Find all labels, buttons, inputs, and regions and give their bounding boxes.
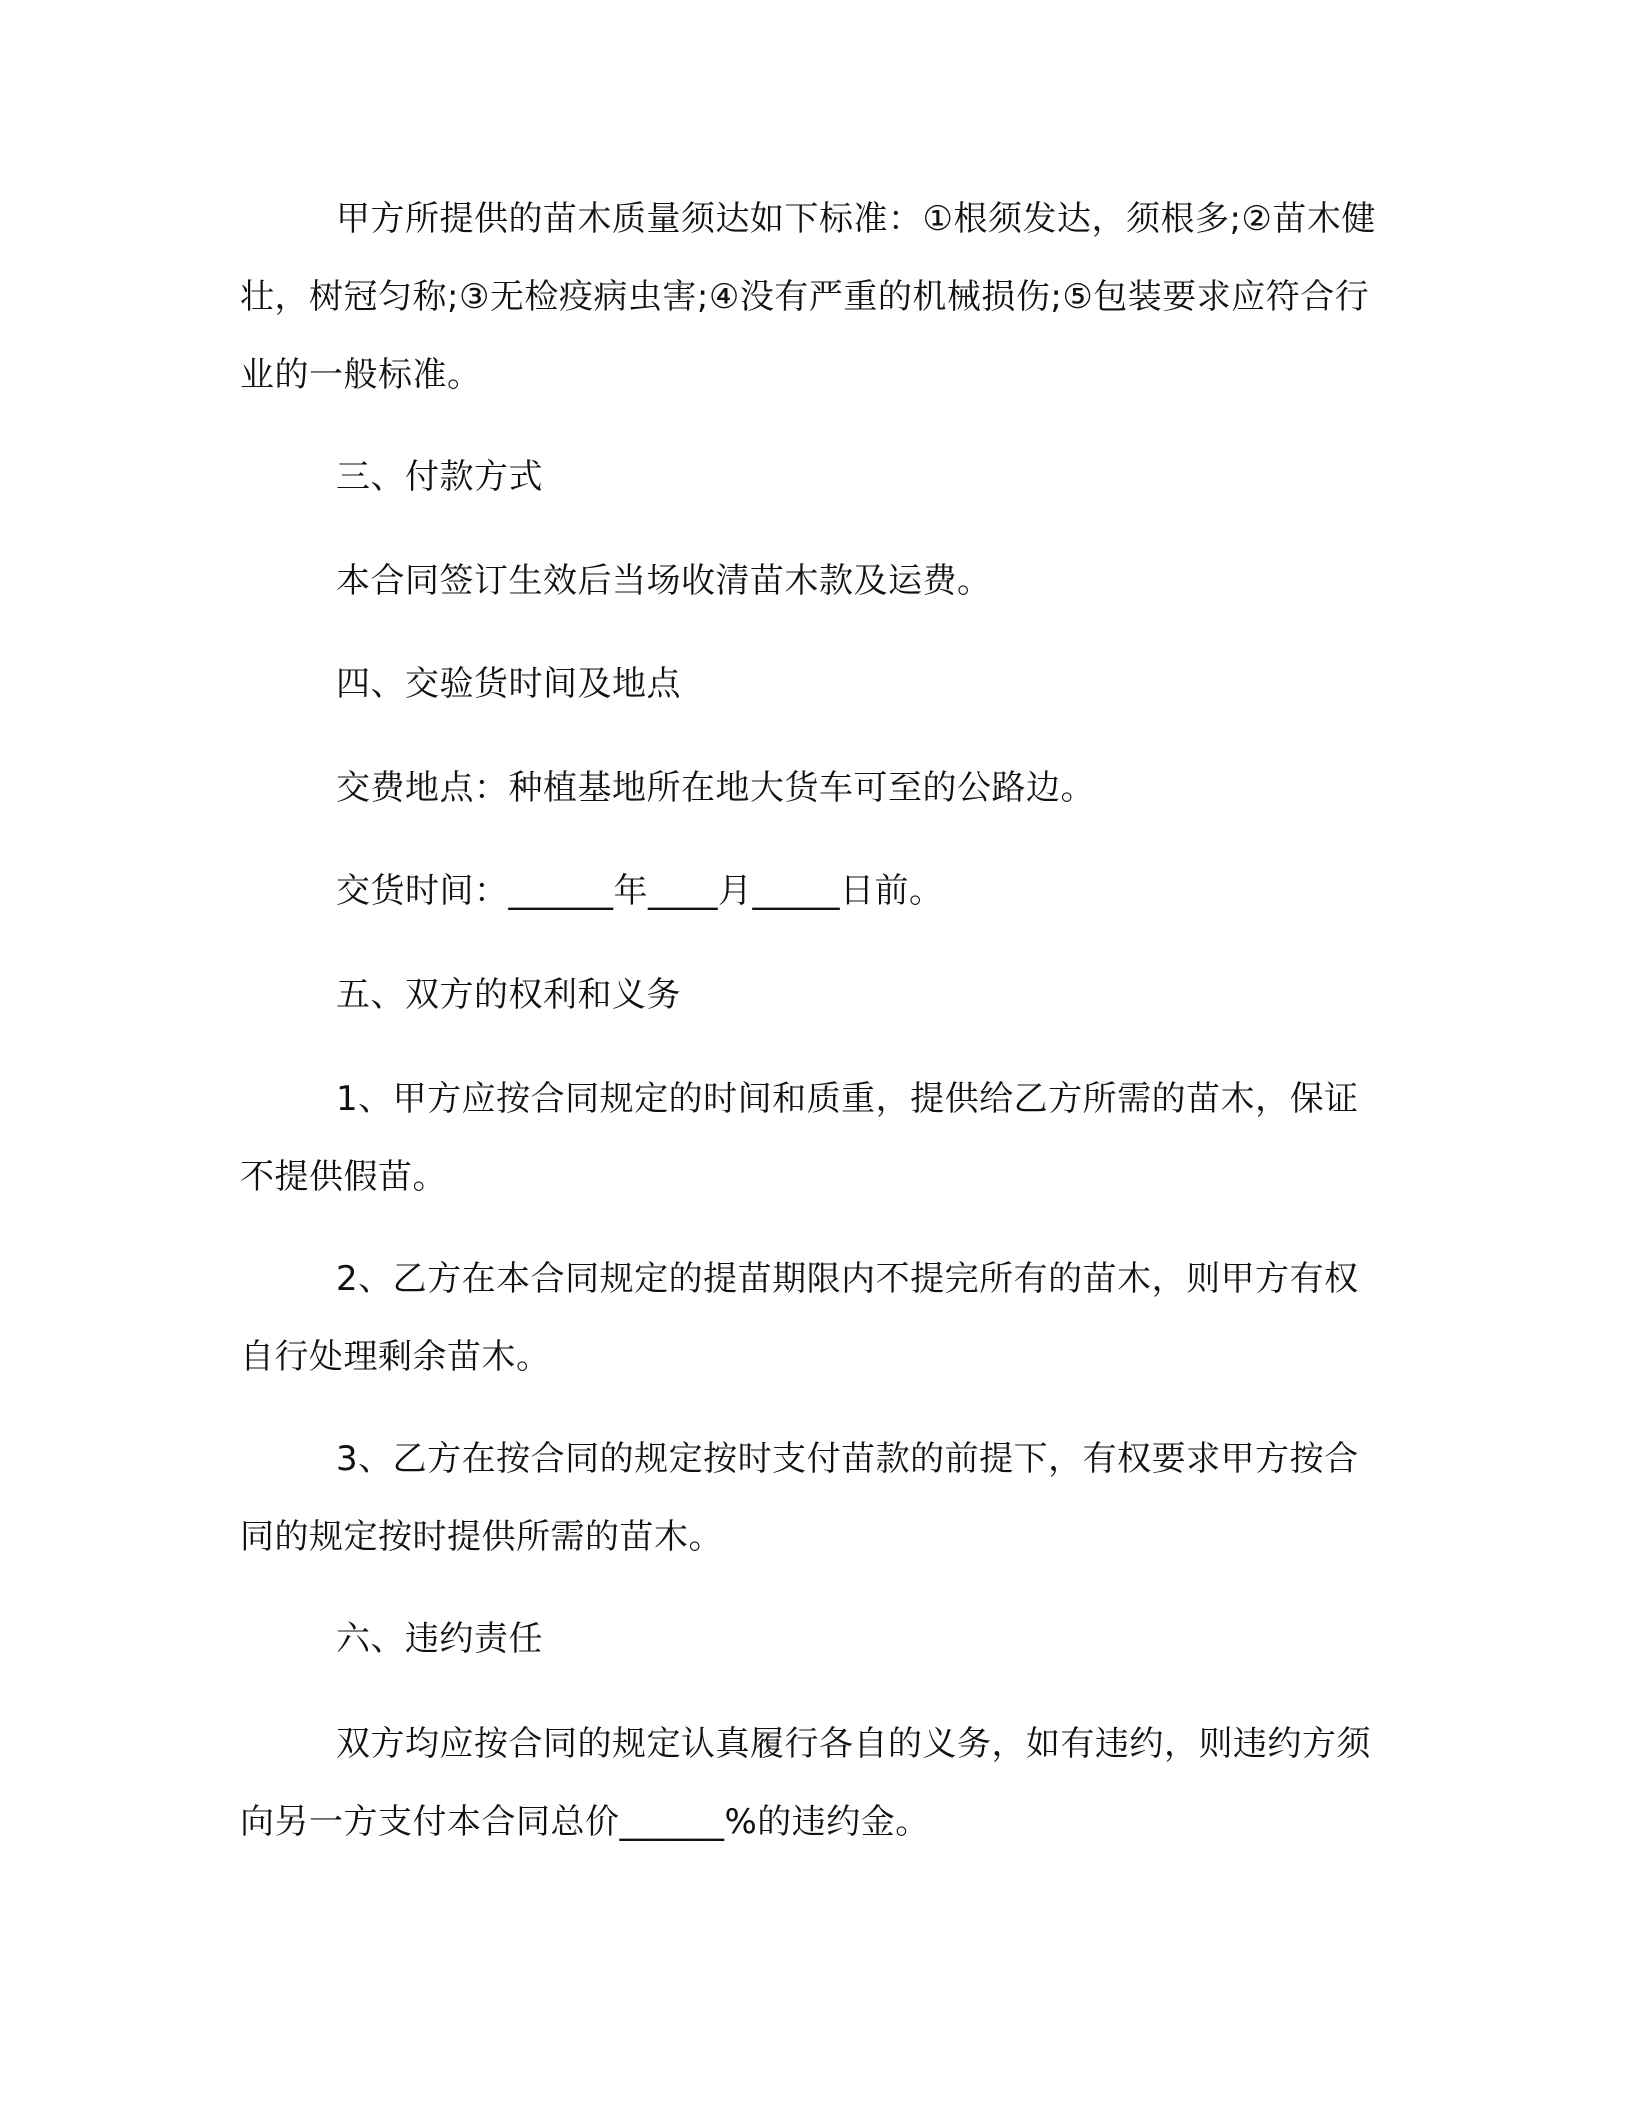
breach-paragraph: 双方均应按合同的规定认真履行各自的义务，如有违约，则违约方须向另一方支付本合同总价______%的违约金。 xyxy=(240,1724,1371,1842)
rights-item-1: 1、甲方应按合同规定的时间和质重，提供给乙方所需的苗木，保证不提供假苗。 xyxy=(240,1079,1359,1197)
section-heading-rights: 五、双方的权利和义务 xyxy=(336,975,681,1015)
section-heading-delivery: 四、交验货时间及地点 xyxy=(336,664,681,704)
rights-item-2: 2、乙方在本合同规定的提苗期限内不提完所有的苗木，则甲方有权自行处理剩余苗木。 xyxy=(240,1259,1359,1377)
rights-item-3: 3、乙方在按合同的规定按时支付苗款的前提下，有权要求甲方按合同的规定按时提供所需的苗木。 xyxy=(240,1439,1359,1557)
quality-standard-paragraph: 甲方所提供的苗木质量须达如下标准：①根须发达，须根多;②苗木健壮，树冠匀称;③无检疫病虫害;④没有严重的机械损伤;⑤包装要求应符合行业的一般标准。 xyxy=(240,199,1376,395)
delivery-time-paragraph: 交货时间：______年____月_____日前。 xyxy=(336,871,944,911)
section-heading-payment: 三、付款方式 xyxy=(336,457,543,497)
section-heading-breach: 六、违约责任 xyxy=(336,1619,543,1659)
delivery-location-paragraph: 交费地点：种植基地所在地大货车可至的公路边。 xyxy=(336,768,1095,808)
payment-paragraph: 本合同签订生效后当场收清苗木款及运费。 xyxy=(336,561,992,601)
